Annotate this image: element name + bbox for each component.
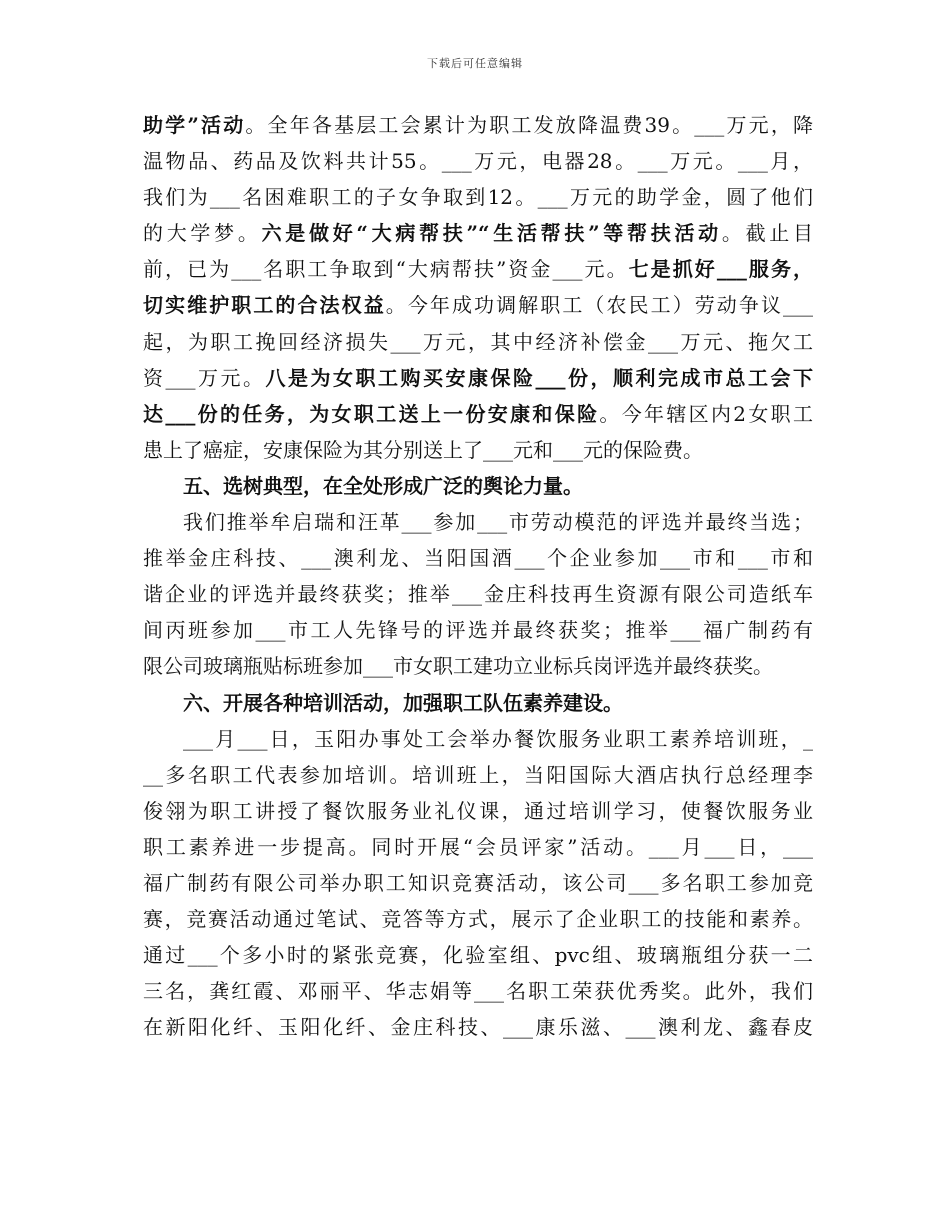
text-run: 赛，竞赛活动通过笔试、竞答等方式，展示了企业职工的技能和素养。 — [143, 907, 813, 932]
text-run: 通过___个多小时的紧张竞赛，化验室组、pvc组、玻璃瓶组分获一二 — [143, 943, 813, 968]
text-run: 间丙班参加___市工人先锋号的评选并最终获奖；推举___福广制药有 — [143, 618, 813, 643]
text-line — [143, 829, 813, 865]
text-run: 限公司玻璃瓶贴标班参加___市女职工建功立业标兵岗评选并最终获奖。 — [143, 654, 773, 679]
text-line — [143, 793, 813, 829]
text-run: 。截止目 — [721, 221, 814, 246]
text-run: 五、选树典型，在全处形成广泛的舆论力量。 — [183, 473, 583, 498]
text-line — [143, 251, 813, 287]
text-run: 我们为___名困难职工的子女争取到12。___万元的助学金，圆了他们 — [143, 185, 813, 210]
text-run: 起，为职工挽回经济损失___万元，其中经济补偿金___万元、拖欠工 — [143, 329, 813, 354]
text-run: 俊翎为职工讲授了餐饮服务业礼仪课，通过培训学习，使餐饮服务业 — [143, 798, 813, 823]
text-run: 职工素养进一步提高。同时开展“会员评家”活动。___月___日，___ — [143, 834, 813, 859]
text-line — [143, 721, 813, 757]
text-run: 。全年各基层工会累计为职工发放降温费39。___万元，降 — [245, 113, 813, 137]
text-run: 六、开展各种培训活动，加强职工队伍素养建设。 — [183, 690, 623, 715]
text-line — [143, 396, 813, 432]
text-run: 谐企业的评选并最终获奖；推举___金庄科技再生资源有限公司造纸车 — [143, 582, 813, 607]
section-heading — [143, 685, 813, 721]
text-run: 资___万元。 — [143, 365, 266, 390]
text-line — [143, 287, 813, 323]
section-heading — [143, 468, 813, 504]
text-run: 我们推举牟启瑞和汪革___参加___市劳动模范的评选并最终当选； — [183, 510, 813, 535]
text-line — [143, 360, 813, 396]
text-run: 切实维护职工的合法权益 — [143, 293, 386, 318]
text-run: 助学”活动 — [143, 113, 246, 137]
text-line — [143, 901, 813, 937]
text-line — [143, 576, 813, 612]
text-run: ___月___日，玉阳办事处工会举办餐饮服务业职工素养培训班，_ — [183, 726, 813, 751]
text-line — [143, 540, 813, 576]
text-run: 。今年辖区内2女职工 — [599, 401, 813, 426]
text-run: 患上了癌症，安康保险为其分别送上了___元和___元的保险费。 — [143, 437, 703, 462]
text-line — [143, 324, 813, 360]
text-run: 的大学梦。 — [143, 221, 262, 246]
text-line — [143, 973, 813, 1009]
text-run: 七是抓好___服务， — [628, 257, 813, 282]
text-line — [143, 215, 813, 251]
text-run: 在新阳化纤、玉阳化纤、金庄科技、___康乐滋、___澳利龙、鑫春皮 — [143, 1015, 813, 1040]
text-line — [143, 865, 813, 901]
text-line — [143, 757, 813, 793]
text-run: 温物品、药品及饮料共计55。___万元，电器28。___万元。___月， — [143, 149, 813, 174]
document-body — [143, 107, 813, 1045]
text-run: 八是为女职工购买安康保险___份，顺利完成市总工会下 — [265, 365, 813, 390]
text-line — [143, 648, 813, 684]
text-line — [143, 612, 813, 648]
text-line — [143, 107, 813, 143]
text-line — [143, 937, 813, 973]
text-line — [143, 179, 813, 215]
text-run: 六是做好“大病帮扶”“生活帮扶”等帮扶活动 — [261, 221, 722, 246]
page-header: 下载后可任意编辑 — [427, 57, 523, 70]
text-run: 前，已为___名职工争取到“大病帮扶”资金___元。 — [143, 257, 629, 282]
text-run: 福广制药有限公司举办职工知识竞赛活动，该公司___多名职工参加竞 — [143, 870, 813, 895]
text-run: __多名职工代表参加培训。培训班上，当阳国际大酒店执行总经理李 — [143, 762, 813, 787]
text-run: 。今年成功调解职工（农民工）劳动争议___ — [385, 293, 814, 318]
text-line — [143, 143, 813, 179]
text-run: 三名，龚红霞、邓丽平、华志娟等___名职工荣获优秀奖。此外，我们 — [143, 979, 813, 1004]
text-line — [143, 432, 813, 468]
text-line — [143, 1009, 813, 1045]
text-run: 达___份的任务，为女职工送上一份安康和保险 — [143, 401, 600, 426]
text-run: 推举金庄科技、___澳利龙、当阳国酒___个企业参加___市和___市和 — [143, 546, 813, 571]
text-line — [143, 504, 813, 540]
